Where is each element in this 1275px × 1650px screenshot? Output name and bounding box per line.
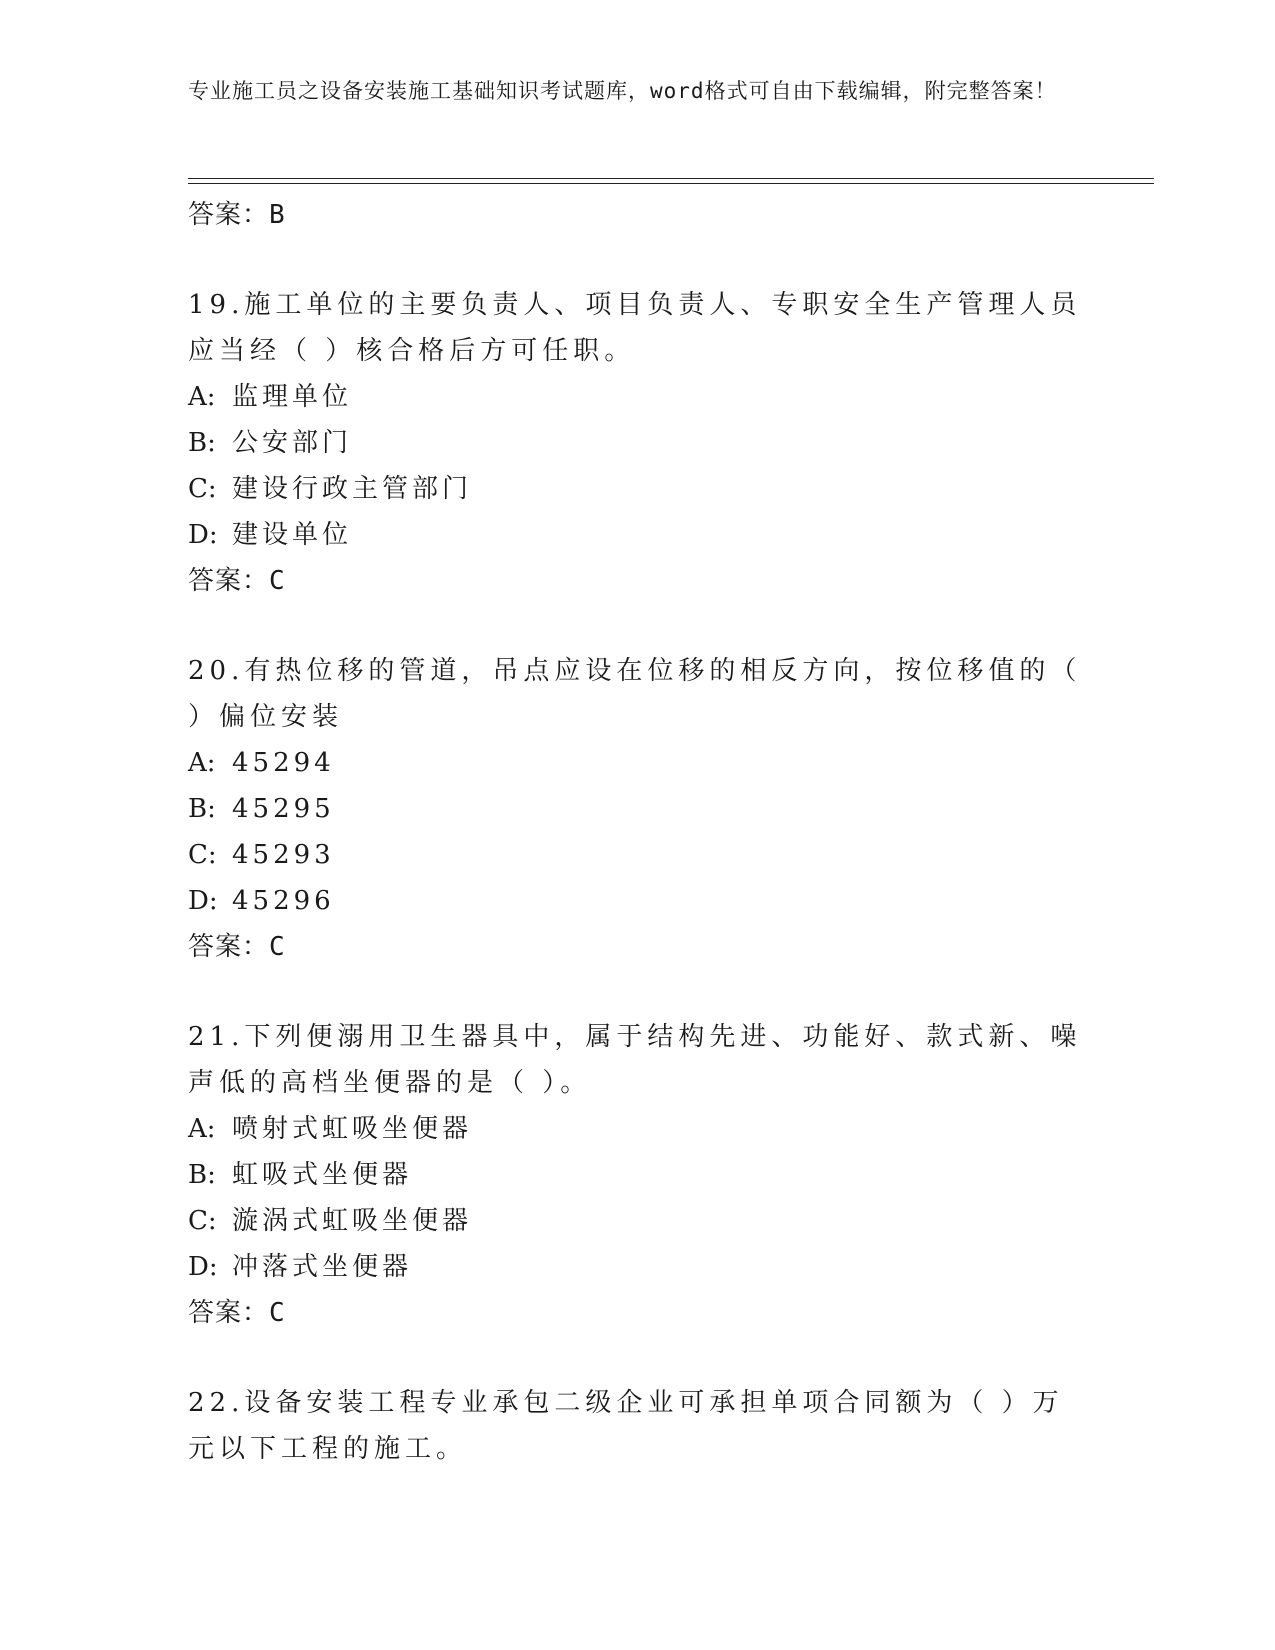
option-d — [188, 878, 1088, 924]
question-22 — [188, 1380, 1088, 1472]
option-text: 公安部门 — [232, 428, 353, 458]
option-a — [188, 374, 1088, 420]
option-text: 45294 — [232, 748, 335, 778]
option-text: 漩涡式虹吸坐便器 — [232, 1206, 473, 1236]
option-text: 冲落式坐便器 — [232, 1252, 413, 1282]
option-c — [188, 832, 1088, 878]
option-text: 监理单位 — [232, 382, 353, 412]
header-divider — [188, 178, 1154, 179]
question-text: 22.设备安装工程专业承包二级企业可承担单项合同额为（ ）万元以下工程的施工。 — [188, 1388, 1064, 1464]
option-letter: A: — [188, 748, 216, 778]
question-list — [188, 190, 1088, 1472]
question-text: 20.有热位移的管道，吊点应设在位移的相反方向，按位移值的（ ）偏位安装 — [188, 656, 1082, 732]
option-c — [188, 1198, 1088, 1244]
answer-line: 答案：B — [188, 200, 286, 230]
option-letter: A: — [188, 382, 216, 412]
option-b — [188, 1152, 1088, 1198]
question-20 — [188, 648, 1088, 970]
header-divider — [188, 183, 1154, 184]
option-b — [188, 420, 1088, 466]
option-letter: C: — [188, 474, 217, 504]
question-text: 19.施工单位的主要负责人、项目负责人、专职安全生产管理人员应当经（ ）核合格后方可任职。 — [188, 290, 1082, 366]
option-b — [188, 786, 1088, 832]
option-letter: B: — [188, 428, 216, 458]
option-c — [188, 466, 1088, 512]
option-d — [188, 512, 1088, 558]
option-letter: A: — [188, 1114, 216, 1144]
answer-line: 答案：C — [188, 932, 286, 962]
option-text: 45295 — [232, 794, 335, 824]
question-19 — [188, 282, 1088, 604]
option-a — [188, 740, 1088, 786]
answer-line: 答案：C — [188, 1298, 286, 1328]
question-text: 21.下列便溺用卫生器具中，属于结构先进、功能好、款式新、噪声低的高档坐便器的是（ ）。 — [188, 1022, 1082, 1098]
option-letter: D: — [188, 520, 218, 550]
option-letter: C: — [188, 1206, 217, 1236]
option-text: 建设行政主管部门 — [232, 474, 473, 504]
option-text: 喷射式虹吸坐便器 — [232, 1114, 473, 1144]
option-text: 45296 — [232, 886, 335, 916]
option-letter: D: — [188, 886, 218, 916]
option-text: 45293 — [232, 840, 335, 870]
option-text: 虹吸式坐便器 — [232, 1160, 413, 1190]
option-a — [188, 1106, 1088, 1152]
option-letter: C: — [188, 840, 217, 870]
answer-line: 答案：C — [188, 566, 286, 596]
page-header: 专业施工员之设备安装施工基础知识考试题库，word格式可自由下载编辑，附完整答案！ — [188, 79, 1057, 103]
option-d — [188, 1244, 1088, 1290]
option-text: 建设单位 — [232, 520, 353, 550]
option-letter: B: — [188, 794, 216, 824]
question-21 — [188, 1014, 1088, 1336]
option-letter: D: — [188, 1252, 218, 1282]
option-letter: B: — [188, 1160, 216, 1190]
